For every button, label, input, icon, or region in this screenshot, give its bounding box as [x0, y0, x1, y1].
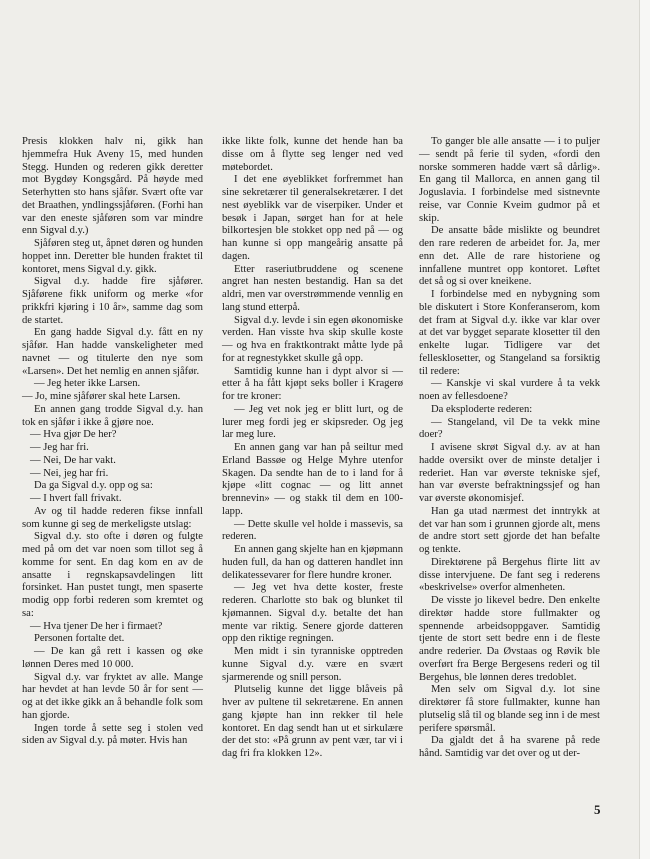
paragraph: Han ga utad nærmest det inntrykk at det var han som i grunnen gjorde alt, mens de andre stort sett gjorde det han befalte og tenkte.	[419, 505, 600, 555]
dialogue-line: — Nei, De har vakt.	[30, 454, 116, 466]
paragraph: Etter raseriutbruddene og scenene angret han nesten bestandig. Han sa det aldri, men var overstrømmende vennlig en lang stund etterpå.	[222, 263, 403, 313]
paragraph: Da gjaldt det å ha svarene på rede hånd. Samtidig var det over og ut der-	[419, 735, 600, 759]
paragraph: Samtidig kunne han i dypt alvor si — etter å ha fått kjøpt seks boller i Kragerø for tre kroner:	[222, 365, 403, 402]
page-edge	[639, 0, 650, 859]
text-column-3	[419, 136, 600, 761]
dialogue-line: — Hva gjør De her?	[30, 429, 117, 441]
paragraph: Av og til hadde rederen fikse innfall som kunne gi seg de merkeligste utslag:	[22, 505, 203, 530]
page-number: 5	[594, 802, 601, 817]
paragraph: I avisene skrøt Sigval d.y. av at han hadde oversikt over de minste detaljer i rederiet. Han var øverste tekniske sjef, han var øverste befraktningssjef og han var øverste økonomisjef.	[419, 442, 600, 504]
paragraph: Ingen torde å sette seg i stolen ved siden av Sigval d.y. på møter. Hvis han	[22, 722, 203, 747]
paragraph: I forbindelse med en nybygning som ble diskutert i Store Konferanserom, kom det fram at Sigval d.y. ikke var klar over at det var bygget separate klosetter til den enkelte lugar. Tidligere var det fellesklosetter, og Stangeland sa forsiktig til redere:	[419, 289, 600, 377]
paragraph: Personen fortalte det.	[34, 633, 125, 645]
paragraph: En annen gang var han på seiltur med Erland Bassøe og Helge Myhre utenfor Skagen. Da sendte han de to i land for å kjøpe «litt cognac — og litt annet brennevin» — og stakk til dem en 100-lapp.	[222, 442, 403, 517]
paragraph: Men midt i sin tyranniske opptreden kunne Sigval d.y. være en svært sjarmerende og snill person.	[222, 646, 403, 683]
paragraph: Men selv om Sigval d.y. lot sine direktører få store fullmakter, kunne han plutselig slå til og blande seg inn i de mest perifere spørsmål.	[419, 684, 600, 734]
dialogue-line: — Jeg har fri.	[30, 442, 89, 453]
dialogue-line: — Nei, jeg har fri.	[30, 467, 109, 479]
paragraph: Sigval d.y. hadde fire sjåfører. Sjåførene fikk uniform og merke «for prikkfri kjøring i 10 år», samme dag som de startet.	[22, 276, 203, 326]
paragraph: De ansatte både mislikte og beundret den rare rederen de arbeidet for. Ja, mer enn det. Alle de rare historiene og innfallene muntret opp kontoret. Løftet det så og si over kneikene.	[419, 225, 600, 288]
dialogue-line: — Jeg vet hva dette koster, freste rederen. Charlotte sto bak og blunket til kjømannen. Sigval d.y. betalte det han mente var riktig. Senere gjorde datteren opp den riktige regningen.	[222, 582, 403, 645]
paragraph: Plutselig kunne det ligge blåveis på hver av pultene til sekretærene. En annen gang kjøpte han inn rekker til hele kontoret. En dag sendt han ut et sirkulære der det sto: «På grunn av pent vær, tar vi i dag fri fra klokken 12».	[222, 684, 403, 759]
dialogue-line: — De kan gå rett i kassen og øke lønnen Deres med 10 000.	[22, 646, 203, 670]
text-column-2	[222, 136, 403, 761]
paragraph: ikke likte folk, kunne det hende han ba disse om å flytte seg lenger ned ved møtebordet.	[222, 136, 403, 173]
paragraph: To ganger ble alle ansatte — i to puljer — sendt på ferie til syden, «fordi den norske sommeren hadde vært så dårlig». En gang til Mallorca, en annen gang til Joguslavia. I forbindelse med sistnevnte reise, var Connie Kveim gudmor på et skip.	[419, 136, 600, 224]
paragraph: Sigval d.y. levde i sin egen økonomiske verden. Han visste hva skip skulle koste — og hva en fraktkontrakt måtte lyde på for at regnestykket skulle gå opp.	[222, 314, 403, 364]
paragraph: I det ene øyeblikket forfremmet han sine sekretærer til generalsekretærer. I det nest øyeblikk var de viserpiker. Under et besøk i Japan, sørget han for at hele bilkortesjen ble stokket opp ned på — og han kunne si opp mangeårig ansatte på dagen.	[222, 174, 403, 262]
paragraph: Sigval d.y. sto ofte i døren og fulgte med på om det var noen som tillot seg å komme for sent. En dag kom en av de ansatte i regnskapsavdelingen litt forsinket. Han pustet tungt, men spaserte modig opp forbi rederen som kremtet og sa:	[22, 531, 203, 619]
paragraph: De visste jo likevel bedre. Den enkelte direktør hadde store fullmakter og spennende arbeidsoppgaver. Samtidig tjente de stort sett bedre enn i de fleste andre rederier. Da Øvstaas og Røvik ble overført fra Berge Bergesens rederi og til Bergehus, ble lønnen deres tredoblet.	[419, 595, 600, 683]
dialogue-line: — I hvert fall frivakt.	[30, 493, 122, 504]
paragraph: Sjåføren steg ut, åpnet døren og hunden hoppet inn. Deretter ble hunden fraktet til kontoret, mens Sigval d.y. gikk.	[22, 238, 203, 275]
dialogue-line: — Jo, mine sjåfører skal hete Larsen.	[22, 391, 181, 402]
dialogue-line: — Dette skulle vel holde i massevis, sa rederen.	[222, 518, 403, 543]
paragraph: Da eksploderte rederen:	[431, 403, 533, 415]
paragraph: Direktørene på Bergehus flirte litt av disse intervjuene. De fant seg i rederens «beskrivelse» overfor almenheten.	[419, 556, 600, 594]
paragraph: Sigval d.y. var fryktet av alle. Mange har hevdet at han levde 50 år for sent — og at det ikke gikk an å behandle folk som han gjorde.	[22, 671, 203, 721]
dialogue-line: — Hva tjener De her i firmaet?	[30, 620, 163, 632]
paragraph: En annen gang skjelte han en kjøpmann huden full, da han og datteren handlet inn delikatessevarer for flere hundre kroner.	[222, 544, 403, 581]
paragraph: Presis klokken halv ni, gikk han hjemmefra Huk Aveny 15, med hunden Stegg. Hunden og rederen gikk deretter mot Bygdøy Kongsgård. På høyde med Seterhytten sto hans sjåfør. Svært ofte var det Braathen, yndlingssjåføren. (Forhi han var den eneste sjåføren som var mindre enn Sigval d.y.)	[22, 136, 203, 237]
dialogue-line: — Stangeland, vil De ta vekk mine doer?	[419, 416, 600, 441]
paragraph: Da ga Sigval d.y. opp og sa:	[34, 480, 153, 492]
dialogue-line: — Jeg vet nok jeg er blitt lurt, og de lurer meg fordi jeg er skipsreder. Og jeg lar meg lure.	[222, 403, 403, 441]
dialogue-line: — Jeg heter ikke Larsen.	[34, 378, 141, 390]
dialogue-line: — Kanskje vi skal vurdere å ta vekk noen av fellesdoene?	[419, 378, 600, 402]
text-column-1	[22, 136, 203, 748]
paragraph: En gang hadde Sigval d.y. fått en ny sjåfør. Han hadde vanskeligheter med navnet — og titulerte den nye som «Larsen». Det het nemlig en annen sjåfør.	[22, 327, 203, 377]
paragraph: En annen gang trodde Sigval d.y. han tok en sjåfør i ikke å gjøre noe.	[22, 403, 203, 428]
